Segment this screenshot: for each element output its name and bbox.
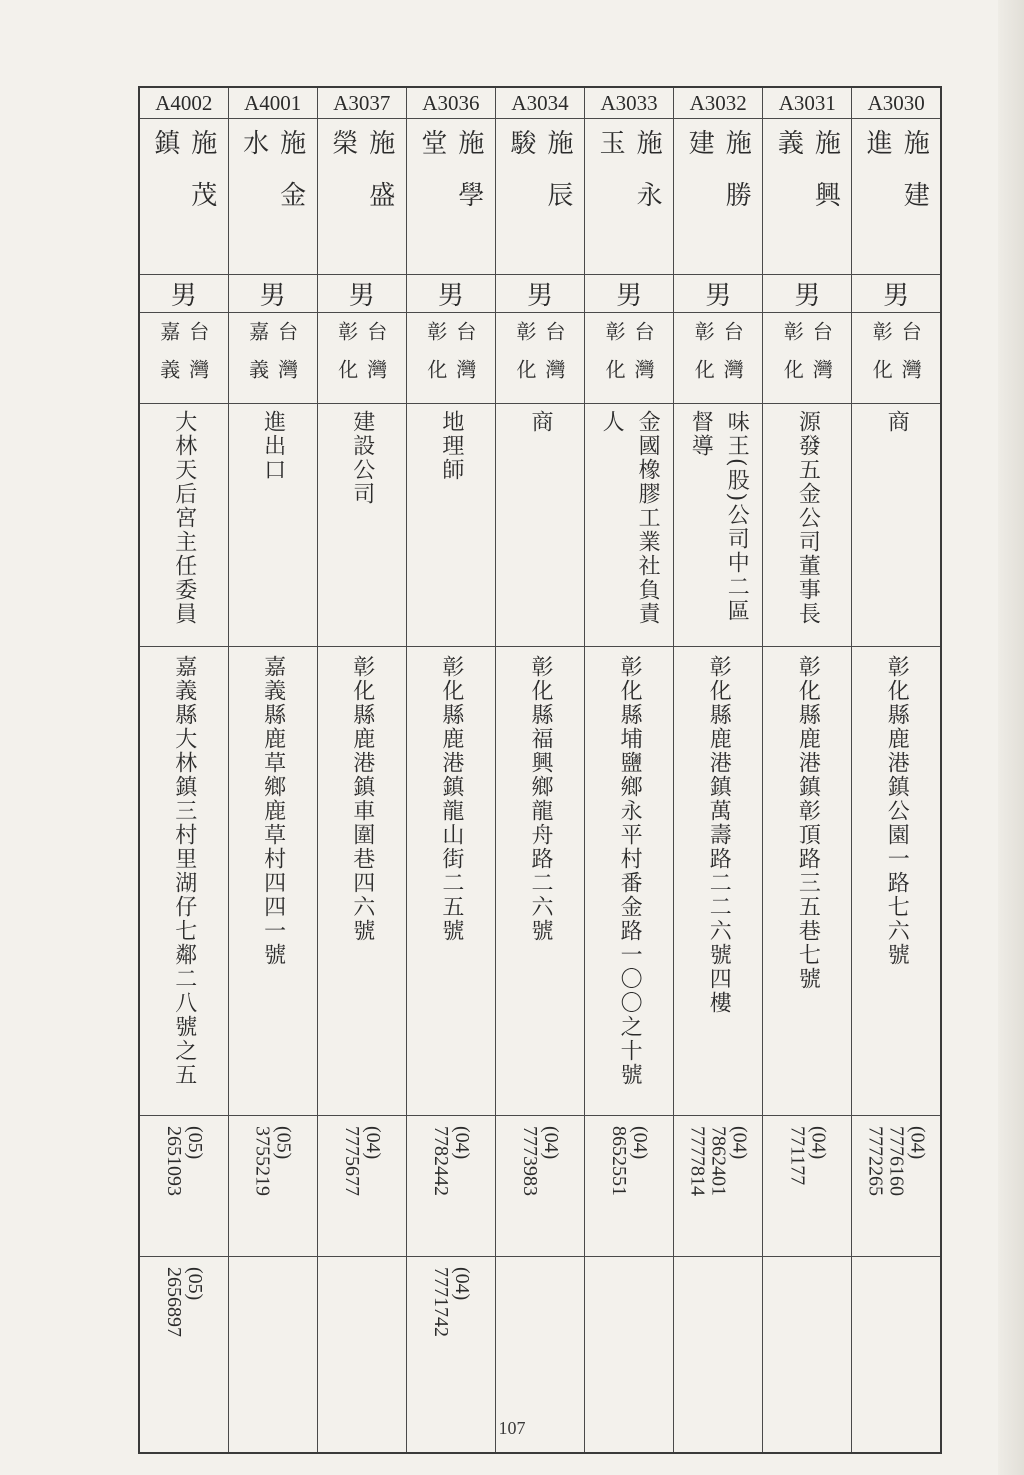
member-occupation: 地理師: [438, 410, 464, 482]
member-address-cell: [406, 647, 495, 1116]
member-gender-row: [139, 275, 941, 313]
member-gender: 男: [139, 275, 228, 313]
member-phone-cell: [585, 1116, 674, 1257]
member-address: 嘉義縣鹿草鄉鹿草村四四一號: [260, 655, 286, 967]
member-occupation-cell: [763, 404, 852, 647]
member-origin: 台灣嘉義: [245, 321, 299, 397]
member-origin: 台灣彰化: [780, 321, 834, 397]
member-origin: 台灣彰化: [602, 321, 656, 397]
member-occupation: 大林天后宮主任委員: [171, 410, 197, 626]
member-occupation: 建設公司: [349, 410, 375, 506]
member-phone: (04) 7776160 7772265: [864, 1126, 929, 1196]
member-address: 彰化縣福興鄉龍舟路二六號: [527, 655, 553, 943]
member-occupation-cell: [852, 404, 941, 647]
member-code: A3030: [852, 87, 941, 119]
member-address-cell: [585, 647, 674, 1116]
member-gender: 男: [763, 275, 852, 313]
member-phone: (04) 8652551: [608, 1126, 652, 1196]
member-phone-cell: [852, 1116, 941, 1257]
member-origin: 台灣彰化: [512, 321, 566, 397]
member-name: 施建進: [862, 129, 930, 233]
member-origin-cell: [852, 313, 941, 404]
member-name: 施學堂: [416, 129, 484, 233]
member-name: 施永玉: [595, 129, 663, 233]
member-code: A3032: [674, 87, 763, 119]
member-origin: 台灣彰化: [334, 321, 388, 397]
member-phone-row: [139, 1116, 941, 1257]
member-name: 施勝建: [684, 129, 752, 233]
member-phone-cell: [139, 1116, 228, 1257]
member-name-cell: [406, 119, 495, 275]
member-address: 彰化縣鹿港鎮公園一路七六號: [884, 655, 910, 967]
member-gender: 男: [585, 275, 674, 313]
member-phone: (04) 7862401 7777814: [686, 1126, 751, 1196]
member-occupation-cell: [228, 404, 317, 647]
member-code: A3034: [495, 87, 584, 119]
member-origin: 台灣彰化: [869, 321, 923, 397]
member-name-cell: [317, 119, 406, 275]
member-occupation-cell: [585, 404, 674, 647]
member-phone-cell: [763, 1116, 852, 1257]
member-phone: (04) 7773983: [518, 1126, 562, 1196]
member-phone-cell: [228, 1116, 317, 1257]
member-occupation: 商: [527, 410, 553, 434]
member-occupation-cell: [317, 404, 406, 647]
member-origin-cell: [406, 313, 495, 404]
member-phone-secondary: (04) 7771742: [429, 1267, 473, 1337]
member-occupation: 商: [884, 410, 910, 434]
member-address-cell: [139, 647, 228, 1116]
member-address-cell: [317, 647, 406, 1116]
member-address-row: [139, 647, 941, 1116]
member-phone-cell: [317, 1116, 406, 1257]
member-origin: 台灣彰化: [691, 321, 745, 397]
member-gender: 男: [674, 275, 763, 313]
member-origin: 台灣嘉義: [156, 321, 210, 397]
member-name-cell: [674, 119, 763, 275]
member-name-row: [139, 119, 941, 275]
member-name: 施茂鎮: [149, 129, 217, 233]
member-gender: 男: [852, 275, 941, 313]
member-phone-cell: [406, 1116, 495, 1257]
member-phone-cell: [674, 1116, 763, 1257]
member-occupation: 源發五金公司董事長: [795, 410, 821, 626]
page-number: 107: [498, 1418, 526, 1438]
member-code: A3036: [406, 87, 495, 119]
member-occupation: 味王(股)公司中二區督導: [688, 410, 750, 624]
member-gender: 男: [317, 275, 406, 313]
member-name-cell: [585, 119, 674, 275]
member-name-cell: [852, 119, 941, 275]
member-phone-cell: [495, 1116, 584, 1257]
member-phone: (05) 3755219: [251, 1126, 295, 1196]
member-name: 施盛榮: [327, 129, 395, 233]
member-address-cell: [674, 647, 763, 1116]
member-code: A4001: [228, 87, 317, 119]
member-origin-cell: [139, 313, 228, 404]
member-occupation: 進出口: [260, 410, 286, 482]
member-gender: 男: [495, 275, 584, 313]
member-name-cell: [139, 119, 228, 275]
member-gender: 男: [406, 275, 495, 313]
member-address-cell: [763, 647, 852, 1116]
member-occupation-row: [139, 404, 941, 647]
member-name-cell: [495, 119, 584, 275]
member-occupation-cell: [139, 404, 228, 647]
member-occupation-cell: [674, 404, 763, 647]
member-origin-cell: [763, 313, 852, 404]
member-address-cell: [852, 647, 941, 1116]
member-phone: (04) 7775677: [340, 1126, 384, 1196]
member-origin-cell: [674, 313, 763, 404]
member-address-cell: [228, 647, 317, 1116]
member-phone: (04) 771177: [786, 1126, 830, 1186]
member-code: A3031: [763, 87, 852, 119]
member-phone: (04) 7782442: [429, 1126, 473, 1196]
member-origin-cell: [228, 313, 317, 404]
member-address: 嘉義縣大林鎮三村里湖仔七鄰二八號之五: [171, 655, 197, 1087]
member-address: 彰化縣鹿港鎮萬壽路二二六號四樓: [706, 655, 732, 1015]
member-address-cell: [495, 647, 584, 1116]
member-origin-row: [139, 313, 941, 404]
member-name: 施金水: [238, 129, 306, 233]
member-name-cell: [228, 119, 317, 275]
member-origin: 台灣彰化: [423, 321, 477, 397]
member-address: 彰化縣埔鹽鄉永平村番金路一〇〇之十號: [617, 655, 643, 1087]
member-address: 彰化縣鹿港鎮彰頂路三五巷七號: [795, 655, 821, 991]
member-name-cell: [763, 119, 852, 275]
member-code-row: [139, 87, 941, 119]
member-occupation-cell: [495, 404, 584, 647]
member-phone: (05) 2651093: [162, 1126, 206, 1196]
member-origin-cell: [317, 313, 406, 404]
member-registry-table: [138, 86, 942, 1454]
member-address: 彰化縣鹿港鎮車圍巷四六號: [349, 655, 375, 943]
member-name: 施興義: [773, 129, 841, 233]
member-origin-cell: [585, 313, 674, 404]
member-phone-secondary: (05) 2656897: [162, 1267, 206, 1337]
member-name: 施辰駿: [505, 129, 573, 233]
member-code: A3033: [585, 87, 674, 119]
page-edge: [998, 0, 1024, 1475]
member-origin-cell: [495, 313, 584, 404]
member-code: A4002: [139, 87, 228, 119]
member-occupation: 金國橡膠工業社負責人: [599, 410, 661, 626]
member-address: 彰化縣鹿港鎮龍山街二五號: [438, 655, 464, 943]
member-code: A3037: [317, 87, 406, 119]
member-gender: 男: [228, 275, 317, 313]
member-occupation-cell: [406, 404, 495, 647]
